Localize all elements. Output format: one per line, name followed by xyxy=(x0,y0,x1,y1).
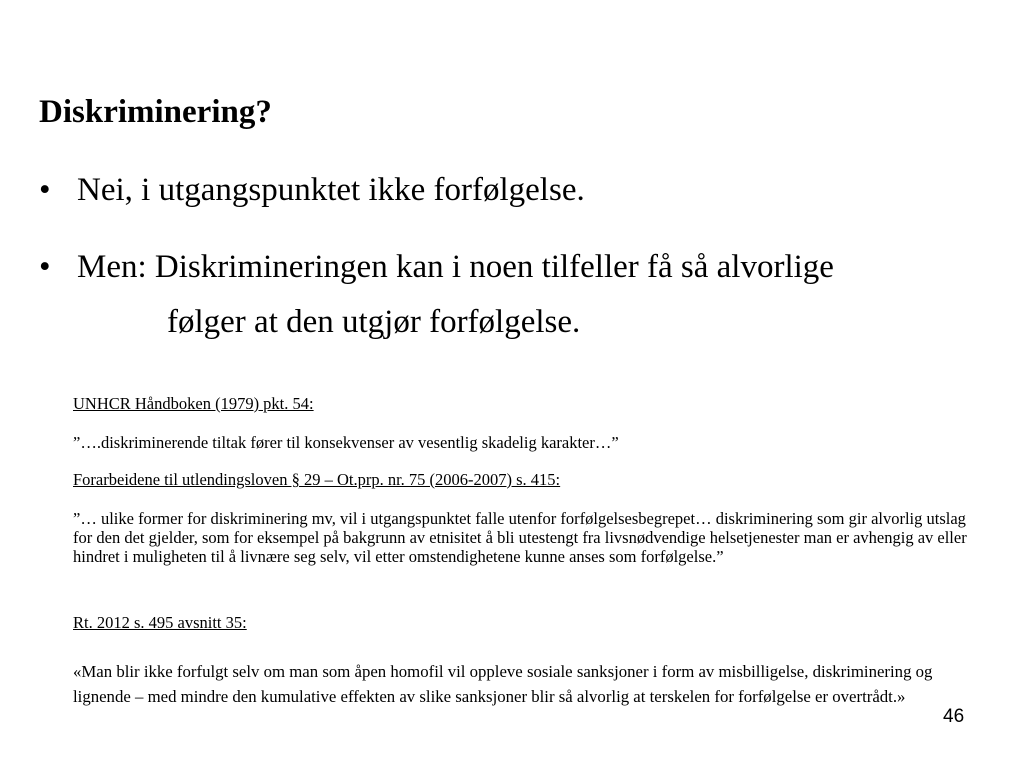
rt-heading: Rt. 2012 s. 495 avsnitt 35: xyxy=(73,613,247,632)
bullet-marker: • xyxy=(39,249,51,285)
slide-title: Diskriminering? xyxy=(39,94,272,130)
forarbeid-quote: ”… ulike former for diskriminering mv, vil i utgangspunktet falle utenfor forfølgelsesbegrepet… diskriminering som gir alvorlig utslag for den det gjelder, som for eksempel på bakgrunn av etnisitet å bli utestengt fra livsnødvendige helsetjenester man er avhengig av eller hindret i muligheten til å livnære seg selv, vil etter omstendighetene kunne anses som forfølgelse.” xyxy=(73,509,967,566)
page-number: 46 xyxy=(943,706,965,727)
bullet-text: Men: Diskrimineringen kan i noen tilfeller få så alvorlige xyxy=(77,249,834,285)
unhcr-heading: UNHCR Håndboken (1979) pkt. 54: xyxy=(73,394,314,413)
bullet-text: Nei, i utgangspunktet ikke forfølgelse. xyxy=(77,172,585,208)
bullet-item-1 xyxy=(39,164,585,217)
unhcr-quote: ”….diskriminerende tiltak fører til konsekvenser av vesentlig skadelig karakter…” xyxy=(73,433,619,452)
rt-quote: «Man blir ikke forfulgt selv om man som åpen homofil vil oppleve sosiale sanksjoner i form av misbilligelse, diskriminering og lignende – med mindre den kumulative effekten av slike sanksjoner blir så alvorlig at terskelen for forfølgelse er overtrådt.» xyxy=(73,662,933,706)
forarbeid-heading: Forarbeidene til utlendingsloven § 29 – Ot.prp. nr. 75 (2006-2007) s. 415: xyxy=(73,470,561,489)
bullet-item-2 xyxy=(39,241,834,294)
bullet-continuation: følger at den utgjør forfølgelse. xyxy=(167,304,581,340)
bullet-marker: • xyxy=(39,172,51,208)
